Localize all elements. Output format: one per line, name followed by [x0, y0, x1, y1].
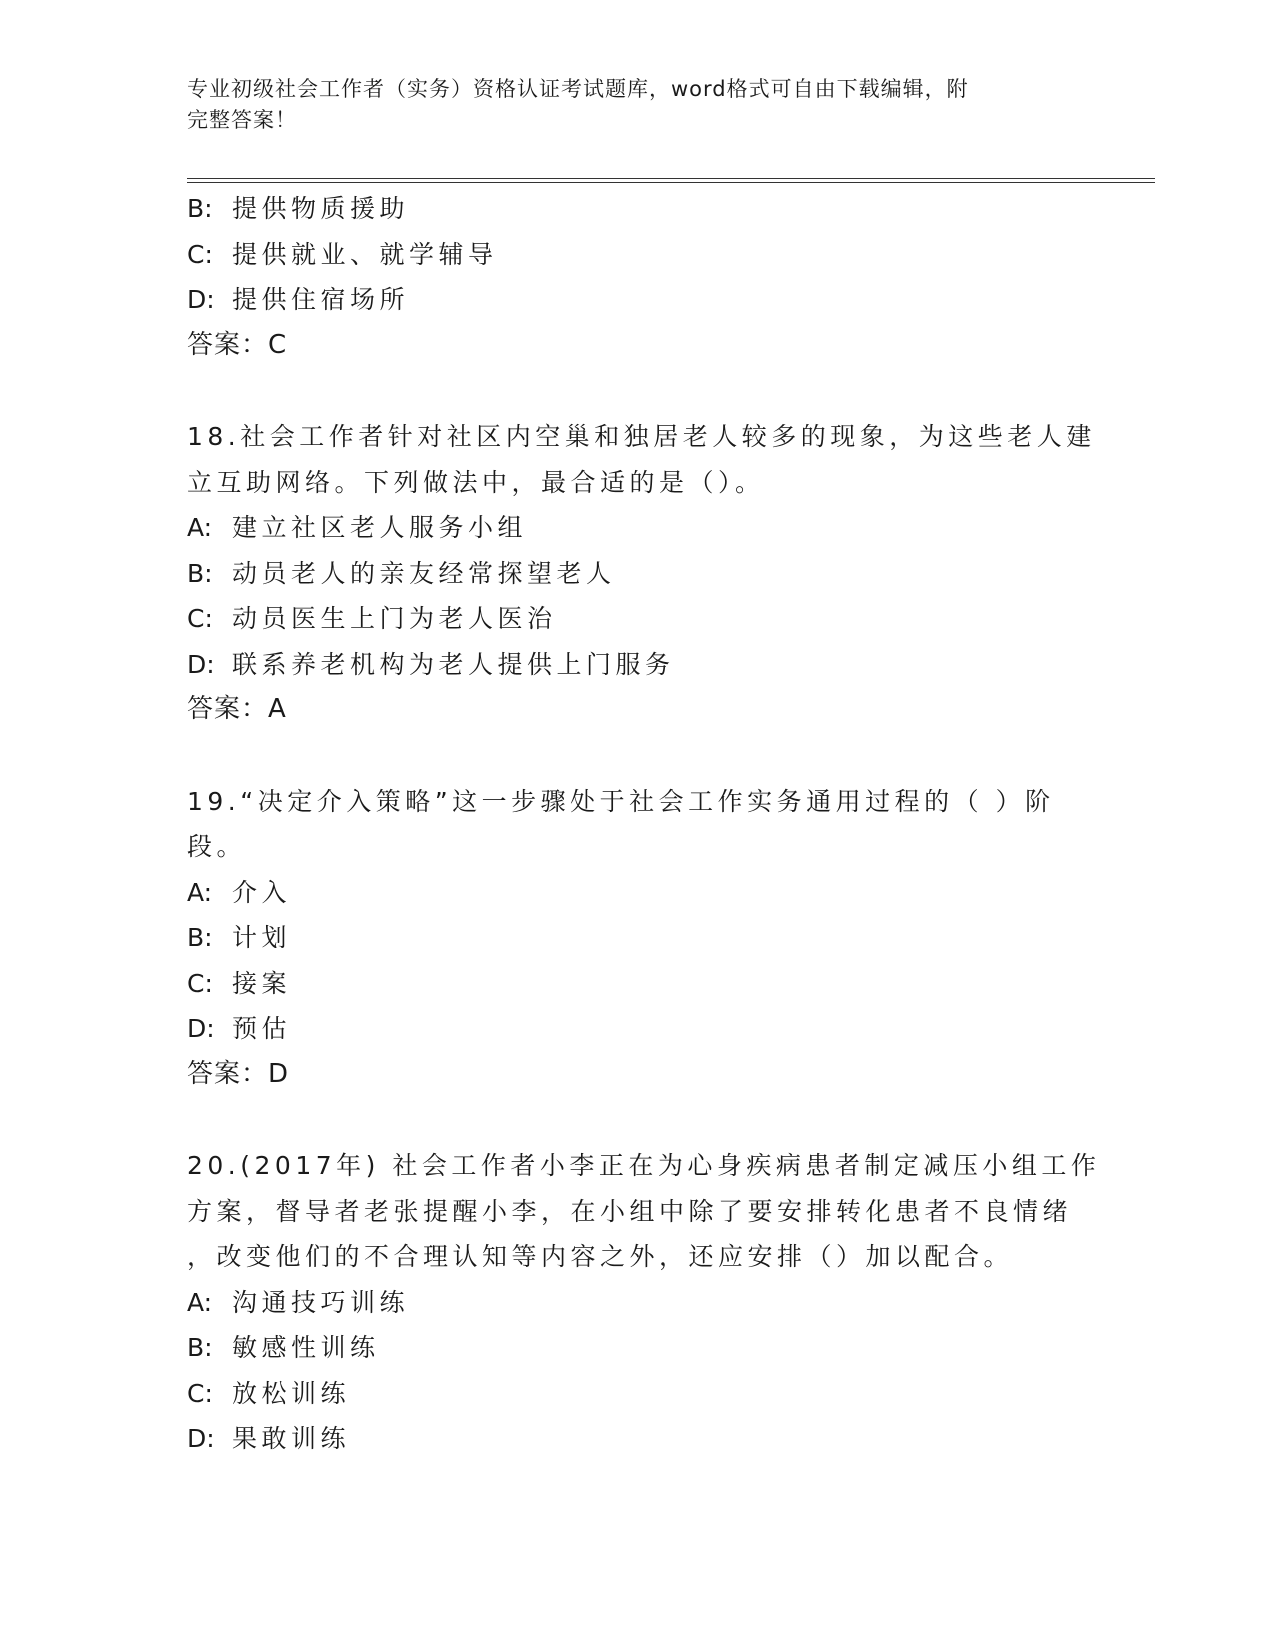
header-line-1: 专业初级社会工作者（实务）资格认证考试题库，word格式可自由下载编辑，附 [187, 77, 969, 101]
option-b [187, 186, 1087, 232]
option-c [187, 1371, 1087, 1417]
option-d [187, 277, 1087, 323]
option-text: 动员医生上门为老人医治 [232, 604, 557, 633]
answer: 答案：A [187, 694, 287, 724]
option-text: 提供物质援助 [232, 194, 410, 223]
option-key: B: [187, 558, 213, 588]
option-d [187, 1006, 1087, 1052]
option-text: 动员老人的亲友经常探望老人 [232, 558, 616, 588]
option-text: 接案 [232, 968, 292, 998]
option-key: C: [187, 604, 213, 633]
header-divider [187, 178, 1155, 183]
question-text-line: 18.社会工作者针对社区内空巢和独居老人较多的现象，为这些老人建 [187, 422, 1096, 451]
question-18 [187, 414, 1096, 733]
option-text: 沟通技巧训练 [232, 1287, 410, 1317]
question-20 [187, 1143, 1101, 1462]
option-text: 提供就业、就学辅导 [232, 239, 498, 269]
option-c [187, 232, 1087, 278]
header-line-2: 完整答案！ [187, 108, 297, 132]
question-text-line: 方案，督导者老张提醒小李，在小组中除了要安排转化患者不良情绪 [187, 1196, 1073, 1226]
option-a [187, 1280, 1087, 1326]
option-key: B: [187, 194, 213, 223]
question-text-line: 20.(2017年) 社会工作者小李正在为心身疾病患者制定减压小组工作 [187, 1151, 1101, 1180]
question-19 [187, 779, 1087, 1098]
option-d [187, 642, 1087, 688]
question-list [187, 186, 1101, 1462]
option-key: C: [187, 1378, 213, 1408]
question-text-line: ，改变他们的不合理认知等内容之外，还应安排（）加以配合。 [187, 1242, 1014, 1271]
option-text: 敏感性训练 [232, 1333, 380, 1362]
question-block-continued [187, 186, 1087, 368]
option-key: C: [187, 968, 213, 998]
option-b [187, 551, 1087, 597]
option-text: 果敢训练 [232, 1424, 351, 1453]
answer: 答案：C [187, 329, 288, 360]
option-key: A: [187, 877, 213, 907]
option-text: 介入 [232, 877, 292, 907]
question-text-line: 19.“决定介入策略”这一步骤处于社会工作实务通用过程的（ ）阶 [187, 786, 1055, 816]
option-text: 联系养老机构为老人提供上门服务 [232, 649, 675, 679]
option-key: D: [187, 285, 215, 314]
option-key: C: [187, 239, 213, 269]
option-key: D: [187, 1424, 215, 1453]
option-text: 计划 [232, 923, 292, 952]
option-key: D: [187, 649, 215, 679]
option-b [187, 1325, 1087, 1371]
option-a [187, 870, 1087, 916]
option-c [187, 596, 1087, 642]
option-text: 建立社区老人服务小组 [232, 513, 528, 542]
option-text: 预估 [232, 1014, 292, 1043]
option-text: 放松训练 [232, 1378, 351, 1408]
question-text-line: 立互助网络。下列做法中，最合适的是（）。 [187, 467, 765, 497]
option-key: A: [187, 513, 213, 542]
option-key: D: [187, 1014, 215, 1043]
option-d [187, 1416, 1087, 1462]
option-key: B: [187, 1333, 213, 1362]
option-key: A: [187, 1287, 213, 1317]
document-header [187, 74, 1087, 136]
question-text-line: 段。 [187, 832, 247, 861]
option-b [187, 915, 1087, 961]
answer: 答案：D [187, 1058, 290, 1089]
option-text: 提供住宿场所 [232, 285, 410, 314]
option-key: B: [187, 923, 213, 952]
option-c [187, 961, 1087, 1007]
option-a [187, 505, 1087, 551]
